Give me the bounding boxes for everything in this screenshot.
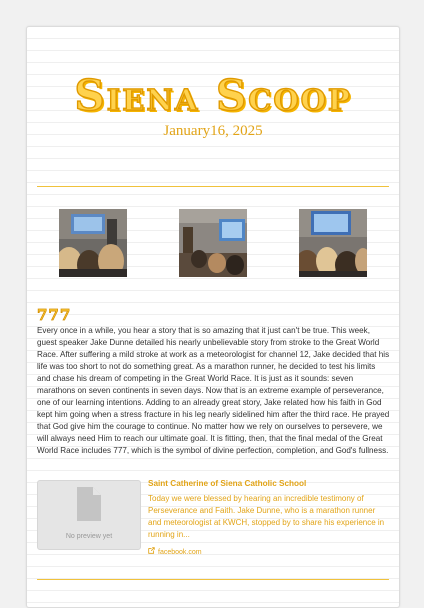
external-link-icon [148,547,155,554]
no-preview-label: No preview yet [65,533,113,540]
newsletter-card [26,26,400,608]
divider-top [37,186,389,187]
link-preview-title[interactable]: Saint Catherine of Siena Catholic School [148,479,307,488]
assembly-photo-3[interactable] [299,209,367,277]
link-url-text: facebook.com [158,549,202,556]
newsletter-title: Siena Scoop [74,71,352,120]
story-body: Every once in a while, you hear a story that is so amazing that it just can't be true. This week, guest speaker Jake Dunne detailed his nearly unbelievable story from stroke to the Great World Race. After suffering a mild stroke at work as a meteorologist for channel 12, Jake decided that his life was too short to not do something great. As a marathon runner, he decided to test his limits and chase his dream of competing in the Great World Race. It is just as it sounds: seven marathons on seven continents in seven days. Now that is an extreme example of perseverance, one of our learning intentions. Adding to an already great story, Jake related how his faith in God kept him going when a stress fracture in his leg nearly sidelined him after the third race. He prayed that God give him the courage to continue. No matter how we rely on ourselves to persevere, we will always need Him to reach our ultimate goal. It is fitting, then, that the final medal of the Great World Race includes 777, which is the symbol of divine perfection, completion, and God's fullness. [37,326,390,455]
assembly-photo-2[interactable] [179,209,247,277]
link-preview-description: Today we were blessed by hearing an incredible testimony of Perseverance and Faith. Jake Dunne, who is a marathon runner and meteorologist at KWCH, stopped by to share his experience in running in... [148,494,385,539]
divider-bottom [37,579,389,580]
newsletter-date: January16, 2025 [163,123,263,139]
link-preview-thumbnail[interactable] [37,480,141,550]
assembly-photo-1[interactable] [59,209,127,277]
story-heading: 777 [37,306,72,324]
link-preview-url[interactable] [148,547,202,556]
document-icon [77,487,101,521]
